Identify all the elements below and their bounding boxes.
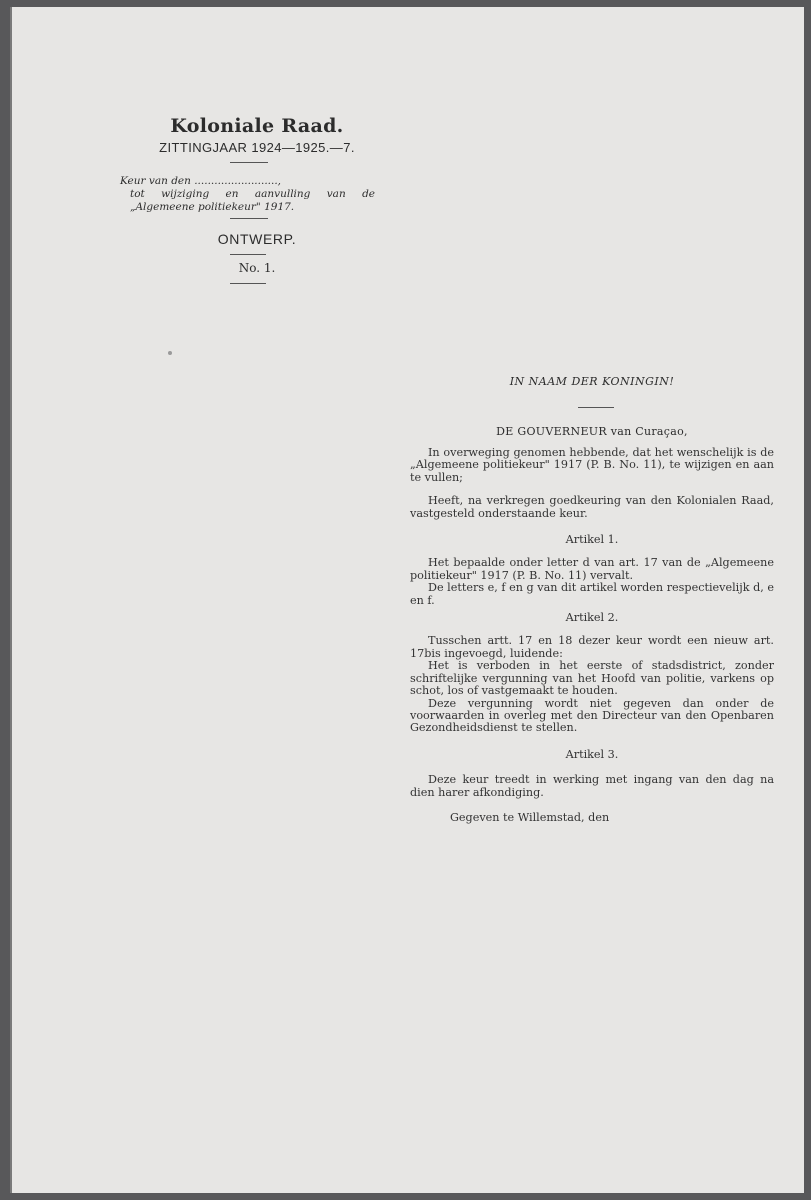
article-3-title: Artikel 3. (565, 747, 619, 761)
article-1-paragraph-2: De letters e, f en g van dit artikel worden respectievelijk d, e en f. (410, 581, 774, 607)
council-title: Koloniale Raad. (170, 115, 344, 137)
article-2-paragraph-2: Het is verboden in het eerste of stadsdistrict, zonder schriftelijke vergunning van het Hoofd van politie, varkens op schot, los of vastgemaakt te houden. (410, 659, 774, 698)
divider (230, 162, 268, 163)
subject-line-2: tot wijziging en aanvulling van de „Algemeene politiekeur" 1917. (130, 188, 375, 213)
paper-speck (168, 351, 172, 355)
subject-line-1: Keur van den ........................., (120, 175, 282, 187)
enactment-paragraph: Heeft, na verkregen goedkeuring van den Kolonialen Raad, vastgesteld onderstaande keur. (410, 494, 774, 520)
article-1-paragraph-1: Het bepaalde onder letter d van art. 17 van de „Algemeene politiekeur" 1917 (P. B. No. 11) vervalt. (410, 556, 774, 582)
divider (578, 407, 614, 408)
decree-body (410, 447, 774, 824)
divider (230, 218, 268, 219)
governor-line: DE GOUVERNEUR van Curaçao, (496, 425, 688, 438)
document-number: No. 1. (238, 261, 276, 275)
article-2-paragraph-3: Deze vergunning wordt niet gegeven dan onder de voorwaarden in overleg met den Directeur van den Openbaren Gezondheidsdienst te stellen. (410, 696, 774, 735)
divider (230, 254, 266, 255)
divider (230, 283, 266, 284)
consideration-paragraph: In overweging genomen hebbende, dat het wenschelijk is de „Algemeene politiekeur" 1917 (P. B. No. 11), te wijzigen en aan te vullen; (410, 446, 774, 484)
draft-label: ONTWERP. (217, 231, 297, 247)
session-year: ZITTINGJAAR 1924—1925.—7. (159, 140, 355, 155)
article-2-paragraph-1: Tusschen artt. 17 en 18 dezer keur wordt een nieuw art. 17bis ingevoegd, luidende: (410, 634, 774, 660)
preamble: IN NAAM DER KONINGIN! (509, 375, 675, 388)
article-2-title: Artikel 2. (565, 611, 619, 625)
closing-line: Gegeven te Willemstad, den (450, 810, 610, 824)
subject-description (120, 175, 375, 214)
article-3-paragraph-1: Deze keur treedt in werking met ingang van den dag na dien harer afkondiging. (410, 773, 774, 799)
document-page (10, 7, 804, 1193)
article-1-title: Artikel 1. (565, 533, 619, 547)
